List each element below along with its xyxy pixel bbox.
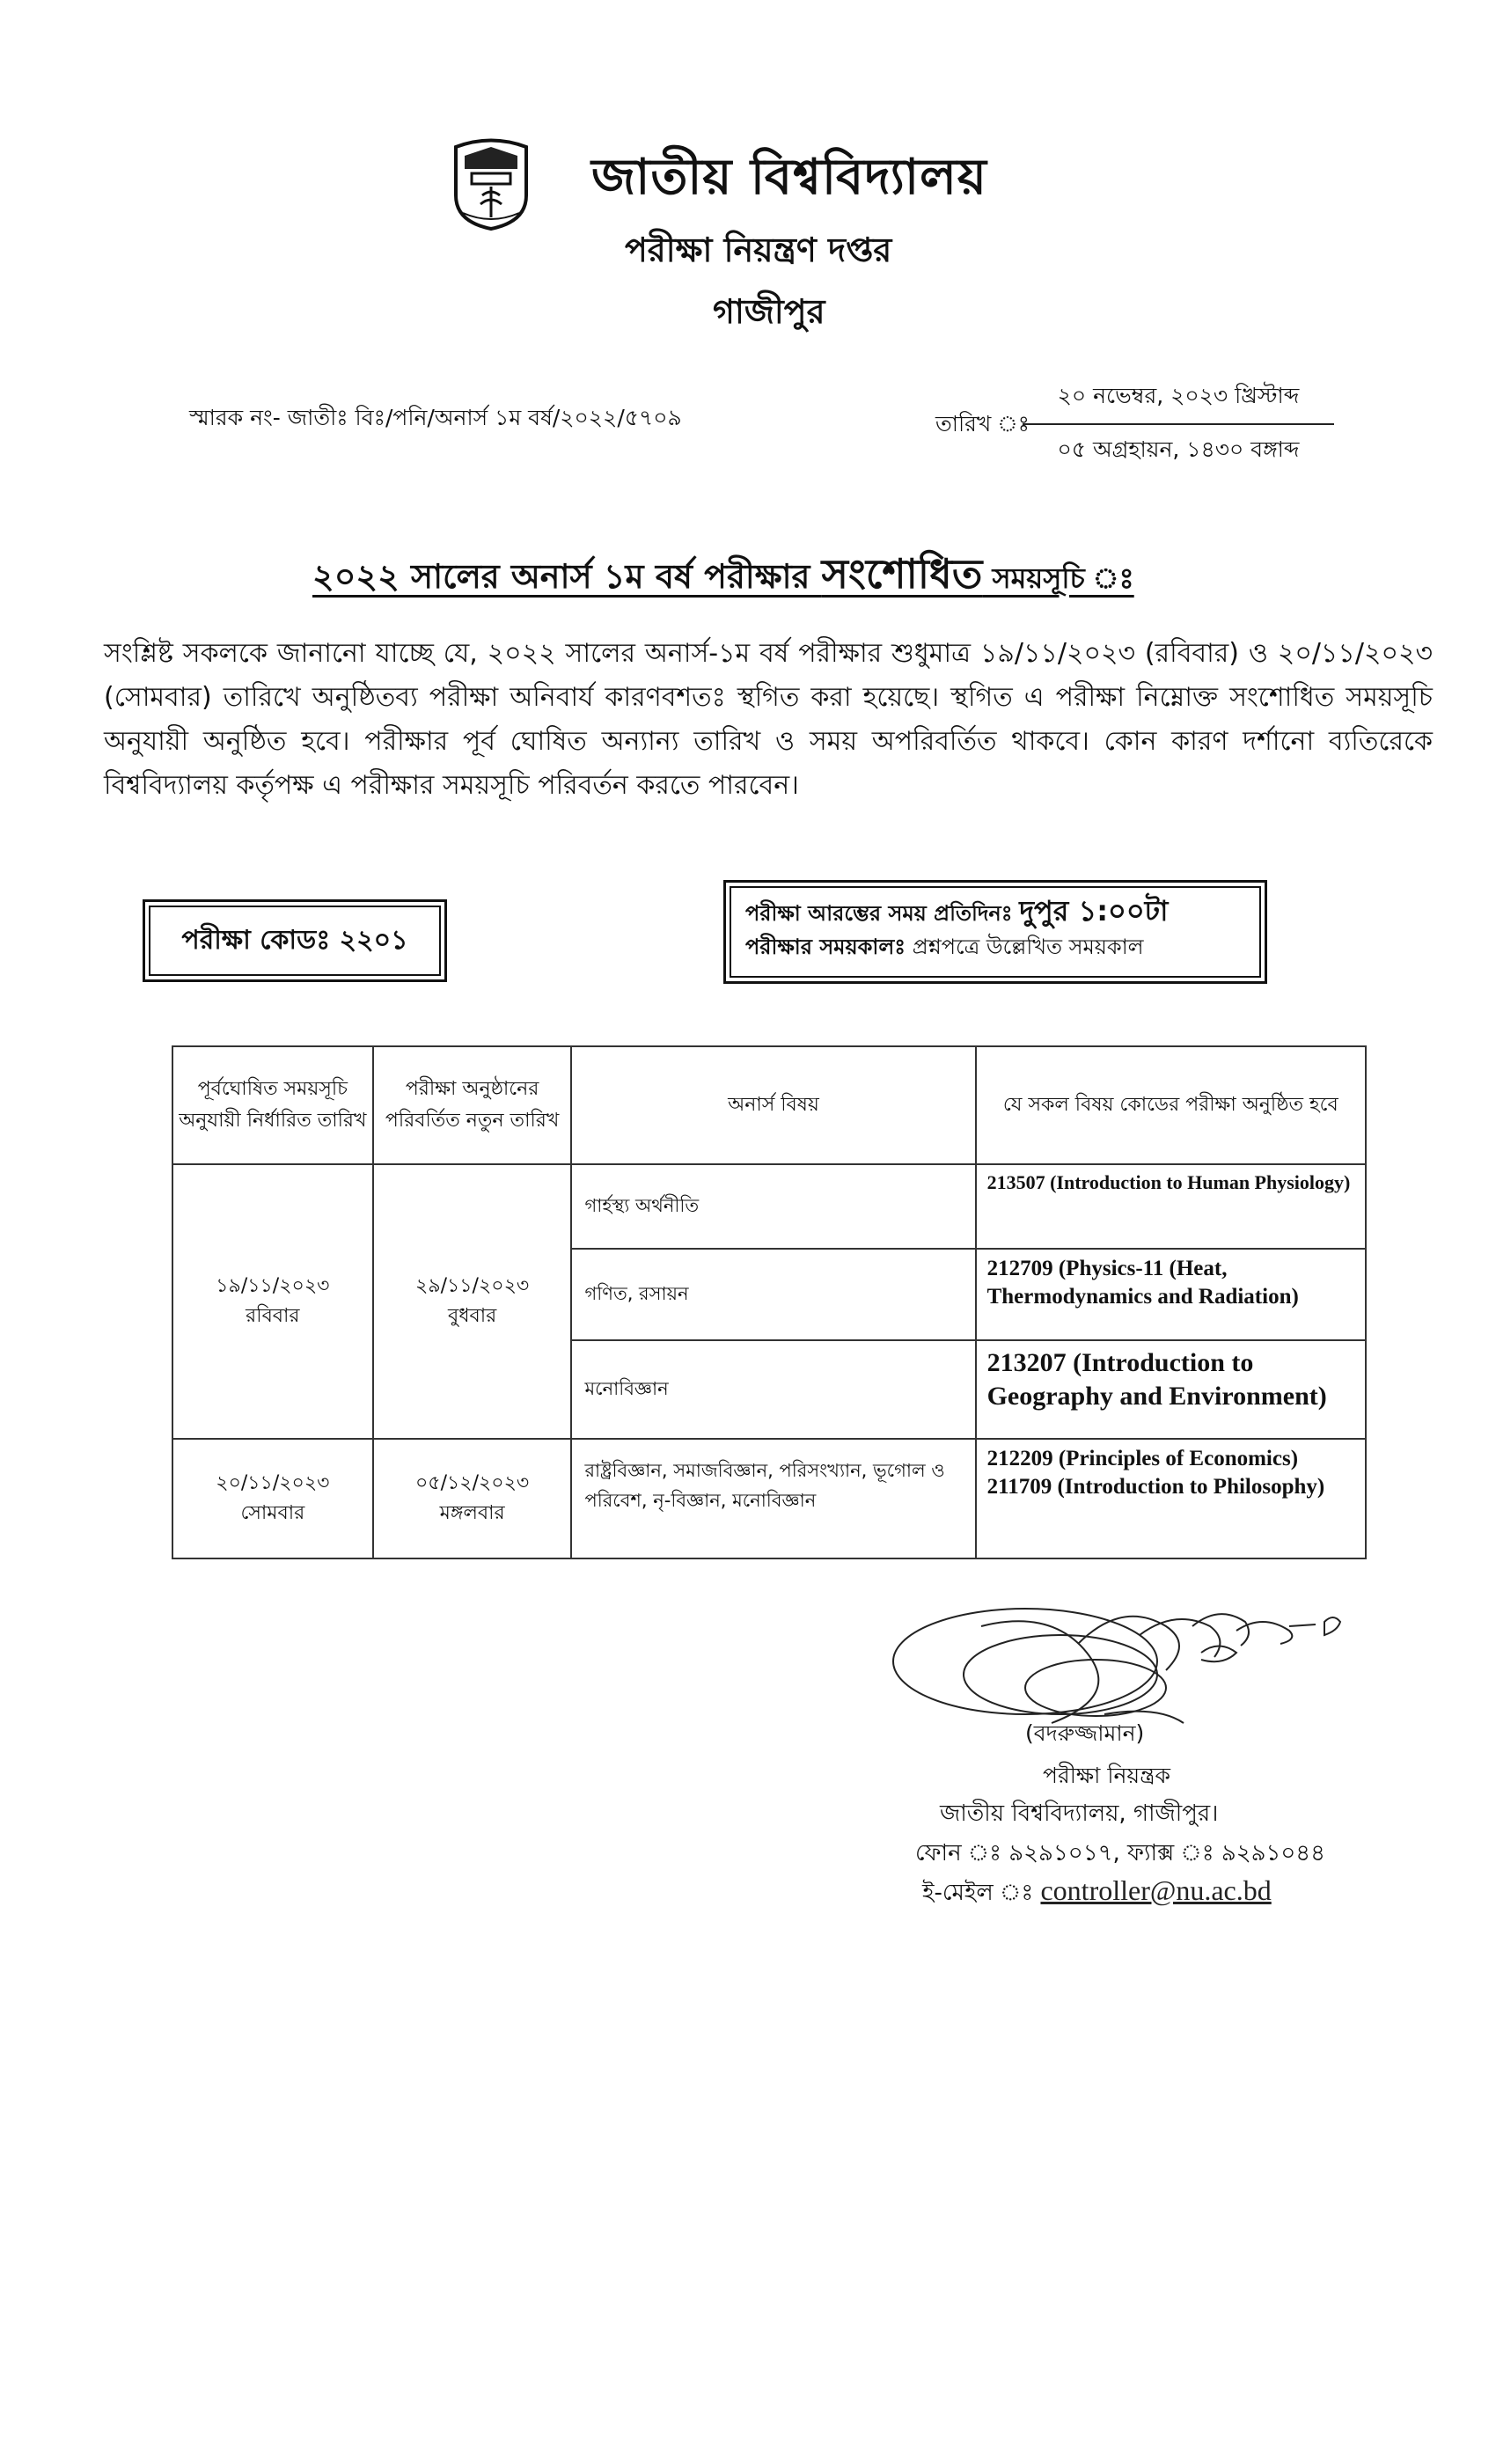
subject-cell: গণিত, রসায়ন bbox=[571, 1249, 975, 1340]
header-codes: যে সকল বিষয় কোডের পরীক্ষা অনুষ্ঠিত হবে bbox=[976, 1046, 1366, 1164]
date-block bbox=[1023, 378, 1334, 470]
new-day: মঙ্গলবার bbox=[439, 1502, 505, 1524]
new-date: ২৯/১১/২০২৩ bbox=[415, 1275, 530, 1297]
code-cell: 213207 (Introduction to Geography and Environment) bbox=[976, 1340, 1366, 1439]
signatory-office: জাতীয় বিশ্ববিদ্যালয়, গাজীপুর। bbox=[940, 1800, 1219, 1827]
old-date: ১৯/১১/২০২৩ bbox=[216, 1275, 330, 1297]
new-date: ০৫/১২/২০২৩ bbox=[415, 1472, 530, 1494]
code-cell: 212709 (Physics-11 (Heat, Thermodynamics and Radiation) bbox=[976, 1249, 1366, 1340]
title-part2: সংশোধিত bbox=[821, 550, 983, 598]
subject-cell: গার্হস্থ্য অর্থনীতি bbox=[571, 1164, 975, 1249]
city-name: গাজীপুর bbox=[713, 292, 825, 331]
start-time-row bbox=[745, 893, 1245, 931]
office-name: পরীক্ষা নিয়ন্ত্রণ দপ্তর bbox=[625, 231, 892, 269]
code-cell: 213507 (Introduction to Human Physiology) bbox=[976, 1164, 1366, 1249]
date-bangla: ০৫ অগ্রহায়ন, ১৪৩০ বঙ্গাব্দ bbox=[1057, 436, 1300, 462]
exam-code-box bbox=[143, 899, 447, 982]
table-row bbox=[172, 1439, 1366, 1558]
old-day: সোমবার bbox=[240, 1502, 305, 1524]
header-subject: অনার্স বিষয় bbox=[571, 1046, 975, 1164]
old-day: রবিবার bbox=[246, 1305, 300, 1327]
new-day: বুধবার bbox=[447, 1305, 497, 1327]
contact-phone: ফোন ঃ ৯২৯১০১৭, ফ্যাক্স ঃ ৯২৯১০৪৪ bbox=[915, 1840, 1326, 1866]
exam-time-box bbox=[723, 880, 1267, 984]
title-part3: সময়সূচি ঃ bbox=[982, 561, 1134, 595]
date-label: তারিখ ঃ bbox=[935, 411, 1030, 436]
date-gregorian: ২০ নভেম্বর, ২০২৩ খ্রিস্টাব্দ bbox=[1023, 378, 1334, 425]
page-title bbox=[312, 544, 1134, 611]
subject-cell: মনোবিজ্ঞান bbox=[571, 1340, 975, 1439]
notice-body: সংশ্লিষ্ট সকলকে জানানো যাচ্ছে যে, ২০২২ সালের অনার্স-১ম বর্ষ পরীক্ষার শুধুমাত্র ১৯/১১/২০২৩ (রবিবার) ও ২০/১১/২০২৩ (সোমবার) তারিখে অনুষ্ঠিতব্য পরীক্ষা অনিবার্য কারণবশতঃ স্থগিত করা হয়েছে। স্থগিত এ পরীক্ষা নিম্নোক্ত সংশোধিত সময়সূচি অনুযায়ী অনুষ্ঠিত হবে। পরীক্ষার পূর্ব ঘোষিত অন্যান্য তারিখ ও সময় অপরিবর্তিত থাকবে। কোন কারণ দর্শানো ব্যতিরেকে বিশ্ববিদ্যালয় কর্তৃপক্ষ এ পরীক্ষার সময়সূচি পরিবর্তন করতে পারবেন। bbox=[104, 638, 1433, 801]
title-part1: ২০২২ সালের অনার্স ১ম বর্ষ পরীক্ষার bbox=[312, 557, 822, 596]
signatory-name: (বদরুজ্জামান) bbox=[1025, 1720, 1145, 1746]
old-date: ২০/১১/২০২৩ bbox=[216, 1472, 330, 1494]
code-line: 211709 (Introduction to Philosophy) bbox=[986, 1475, 1325, 1499]
duration-label: পরীক্ষার সময়কালঃ bbox=[745, 935, 906, 959]
code-cell bbox=[976, 1439, 1366, 1558]
signatory-designation: পরীক্ষা নিয়ন্ত্রক bbox=[1043, 1763, 1170, 1788]
email-link[interactable]: controller@nu.ac.bd bbox=[1040, 1874, 1272, 1906]
schedule-table bbox=[172, 1045, 1367, 1559]
new-date-cell bbox=[373, 1439, 572, 1558]
header-new-date: পরীক্ষা অনুষ্ঠানের পরিবর্তিত নতুন তারিখ bbox=[373, 1046, 572, 1164]
table-header-row bbox=[172, 1046, 1366, 1164]
start-time-value: দুপুর ১:০০টা bbox=[1019, 894, 1169, 928]
new-date-cell bbox=[373, 1164, 572, 1439]
header-old-date: পূর্বঘোষিত সময়সূচি অনুযায়ী নির্ধারিত তারিখ bbox=[172, 1046, 373, 1164]
email-label: ই-মেইল ঃ bbox=[922, 1880, 1041, 1906]
university-logo bbox=[447, 134, 535, 231]
contact-email-row bbox=[922, 1874, 1272, 1913]
university-name: জাতীয় বিশ্ববিদ্যালয় bbox=[591, 149, 987, 206]
subject-cell: রাষ্ট্রবিজ্ঞান, সমাজবিজ্ঞান, পরিসংখ্যান, ভূগোল ও পরিবেশ, নৃ-বিজ্ঞান, মনোবিজ্ঞান bbox=[571, 1439, 975, 1558]
exam-code: পরীক্ষা কোডঃ ২২০১ bbox=[181, 925, 408, 956]
code-line: 212209 (Principles of Economics) bbox=[986, 1447, 1299, 1470]
old-date-cell bbox=[172, 1164, 373, 1439]
memo-number: স্মারক নং- জাতীঃ বিঃ/পনি/অনার্স ১ম বর্ষ/২০২২/৫৭০৯ bbox=[189, 405, 682, 430]
start-time-label: পরীক্ষা আরম্ভের সময় প্রতিদিনঃ bbox=[745, 901, 1013, 926]
duration-row bbox=[745, 931, 1245, 963]
table-row bbox=[172, 1164, 1366, 1249]
duration-value: প্রশ্নপত্রে উল্লেখিত সময়কাল bbox=[912, 935, 1144, 959]
old-date-cell bbox=[172, 1439, 373, 1558]
